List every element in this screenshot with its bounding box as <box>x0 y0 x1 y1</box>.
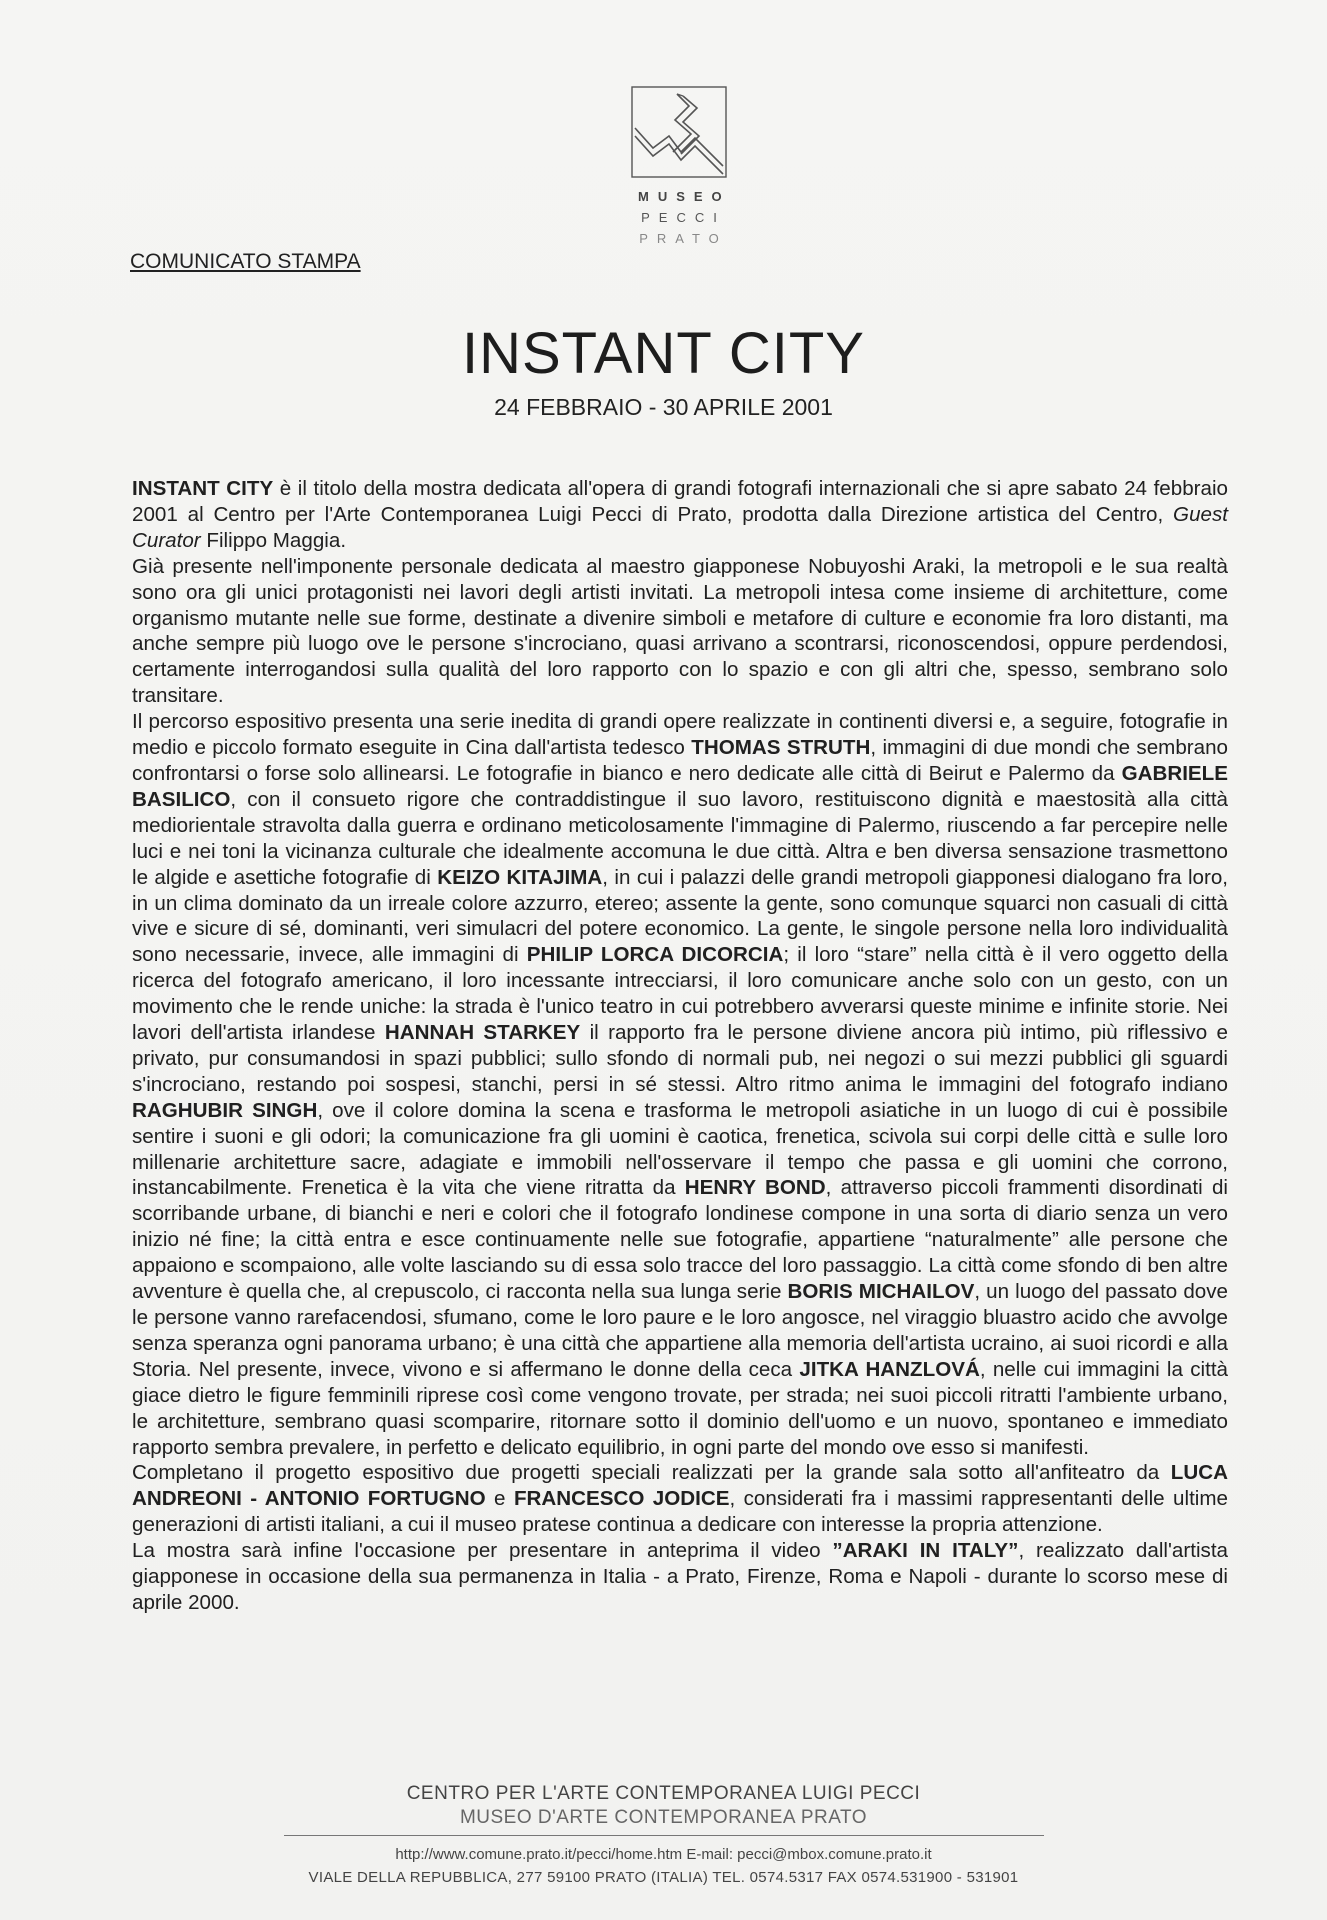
museum-logo <box>629 86 729 249</box>
exhibition-dates: 24 FEBBRAIO - 30 APRILE 2001 <box>494 394 833 420</box>
text-run: e <box>485 1487 514 1511</box>
text-run: , in cui i palazzi delle grandi metropoli giapponesi dialogano fra loro, in un clima dominato da un irreale colore azzurro, etereo; assente la gente, sono comunque squarci non casuali di città vive e sicure di sé, dominanti, veri simulacri del potere economico. La gente, le singole persone nella loro individualità sono necessarie, invece, alle immagini di <box>132 865 1229 967</box>
text-run: ; il loro “stare” nella città è il vero oggetto della ricerca del fotografo americano, il loro incessante intrecciarsi, il loro comunicare anche solo con un gesto, con un movimento che le rende uniche: la strada è l'unico teatro in cui potrebbero avverarsi queste minime e infinite storie. Nei lavori dell'artista irlandese <box>132 943 1228 1045</box>
footer-email: E-mail: pecci@mbox.comune.prato.it <box>686 1846 932 1863</box>
italic-text: Guest Curator <box>132 502 1228 552</box>
footer-address: VIALE DELLA REPUBBLICA, 277 59100 PRATO (ITALIA) TEL. 0574.5317 FAX 0574.531900 - 531901 <box>308 1869 1019 1886</box>
footer-museum: MUSEO D'ARTE CONTEMPORANEA PRATO <box>459 1807 868 1828</box>
artist-name: JITKA HANZLOVÁ <box>799 1357 980 1381</box>
text-run: Già presente nell'imponente personale dedicata al maestro giapponese Nobuyoshi Araki, la metropoli e le sua realtà sono ora gli unici protagonisti nei lavori degli artisti invitati. La metropoli intesa come insieme di architetture, come organismo mutante nelle sue forme, destinate a divenire simboli e metafore di culture e economie fra loro distanti, ma anche sempre più luogo ove le persone s'incrociano, quasi arrivano a scontrarsi, riconoscendosi, oppure perdendosi, certamente interrogandosi sulla qualità del loro rapporto con lo spazio e con gli altri che, spesso, sembrano solo transitare. <box>132 554 1228 708</box>
press-release-label: COMUNICATO STAMPA <box>130 250 361 273</box>
museo-pecci-logo-icon <box>631 86 727 178</box>
paragraph-video <box>132 1538 1228 1616</box>
text-run: , nelle cui immagini la città giace dietro le figure femminili riprese così come vengono trovate, per strada; nei suoi piccoli ritratti l'ambiente urbano, le architetture, sembrano quasi scomparire, ritornare sotto il dominio dell'uomo e un nuovo, spontaneo e immediato rapporto sembra prevalere, in perfetto e delicato equilibrio, in ogni parte del mondo ove esso si manifesti. <box>132 1357 1229 1459</box>
text-run: Il percorso espositivo presenta una serie inedita di grandi opere realizzate in continenti diversi e, a seguire, fotografie in medio e piccolo formato eseguite in Cina dall'artista tedesco <box>132 710 1228 760</box>
artist-name: ”ARAKI IN ITALY” <box>832 1539 1019 1563</box>
text-run: , ove il colore domina la scena e trasforma le metropoli asiatiche in un luogo di cui è possibile sentire i suoni e gli odori; la comunicazione fra gli uomini è caotica, frenetica, scivola sui corpi delle città e sulle loro millenarie architetture sacre, adagiate e immobili nell'osservare il tempo che passa e gli uomini che corrono, instancabilmente. Frenetica è la vita che viene ritratta da <box>132 1098 1228 1200</box>
text-run: Filippo Maggia. <box>200 528 347 552</box>
text-run: La mostra sarà infine l'occasione per presentare in anteprima il video <box>132 1539 833 1563</box>
artist-name: THOMAS STRUTH <box>691 736 871 760</box>
footer-website: http://www.comune.prato.it/pecci/home.htm <box>395 1846 683 1863</box>
text-run: , immagini di due mondi che sembrano confrontarsi o forse solo allinearsi. Le fotografie in bianco e nero dedicate alle città di Beirut e Palermo da <box>132 736 1228 785</box>
artist-name: BORIS MICHAILOV <box>787 1280 975 1304</box>
footer-institution: CENTRO PER L'ARTE CONTEMPORANEA LUIGI PECCI <box>406 1783 921 1804</box>
artist-name: LUCA ANDREONI - ANTONIO FORTUGNO <box>132 1461 1228 1511</box>
artist-name: HANNAH STARKEY <box>384 1021 581 1045</box>
logo-line-museo: MUSEO <box>638 189 731 204</box>
artist-name: FRANCESCO JODICE <box>513 1487 730 1511</box>
text-run: il rapporto fra le persone diviene ancora più intimo, più riflessivo e privato, pur consumandosi in spazi pubblici; sullo sfondo di normali pub, nei negozi o sui mezzi pubblici gli sguardi s'incrociano, restando poi sospesi, stanchi, persi in sé stessi. Altro ritmo anima le immagini del fotografo indiano <box>132 1021 1228 1096</box>
paragraph-metropolis <box>132 554 1228 709</box>
logo-line-prato: PRATO <box>639 231 728 246</box>
artist-name: GABRIELE BASILICO <box>132 761 1228 811</box>
exhibition-title: INSTANT CITY <box>462 321 865 386</box>
text-run: , attraverso piccoli frammenti disordinati di scorribande urbane, di bianchi e neri e colori che il fotografo londinese compone in una sorta di diario senza un vero inizio né fine; la città entra e esce continuamente nelle sue fotografie, appartiene “naturalmente” alle persone che appaiono e scompaiono, alle volte lasciando su di essa solo tracce del loro passaggio. La città come sfondo di ben altre avventure è quella che, al crepuscolo, ci racconta nella sua lunga serie <box>132 1176 1228 1304</box>
text-run: , un luogo del passato dove le persone vanno rarefacendosi, sfumano, come le loro paure e le loro angosce, nel viraggio bluastro acido che avvolge senza speranza ogni panorama urbano; è una città che appartiene alla memoria dell'artista ucraino, ai suoi ricordi e alla Storia. Nel presente, invece, vivono e si affermano le donne della ceca <box>132 1280 1228 1381</box>
artist-name: RAGHUBIR SINGH <box>132 1098 318 1122</box>
paragraph-intro <box>132 476 1228 554</box>
artist-name: HENRY BOND <box>684 1176 826 1200</box>
logo-line-pecci: PECCI <box>641 210 726 225</box>
letterhead-footer <box>0 1783 1327 1886</box>
artist-name: PHILIP LORCA DICORCIA <box>526 943 784 967</box>
footer-contacts <box>0 1846 1327 1863</box>
artist-name: INSTANT CITY <box>132 477 274 500</box>
text-run: è il titolo della mostra dedicata all'opera di grandi fotografi internazionali che si apre sabato 24 febbraio 2001 al Centro per l'Arte Contemporanea Luigi Pecci di Prato, prodotta dalla Direzione artistica del Centro, <box>132 477 1228 526</box>
paragraph-special-projects <box>132 1460 1228 1538</box>
text-run: , realizzato dall'artista giapponese in occasione della sua permanenza in Italia - a Prato, Firenze, Roma e Napoli - durante lo scorso mese di aprile 2000. <box>132 1539 1228 1614</box>
paragraph-artists <box>132 709 1228 1460</box>
text-run: Completano il progetto espositivo due progetti speciali realizzati per la grande sala sotto all'anfiteatro da <box>132 1461 1171 1485</box>
footer-divider <box>284 1835 1044 1836</box>
text-run: , con il consueto rigore che contraddistingue il suo lavoro, restituiscono dignità e maestosità alla città mediorientale stravolta dalla guerra e ordinano meticolosamente l'immagine di Palermo, riuscendo a far percepire nelle luci e nei toni la vicinanza culturale che idealmente accomuna le due città. Altra e ben diversa sensazione trasmettono le algide e asettiche fotografie di <box>132 787 1228 889</box>
artist-name: KEIZO KITAJIMA <box>437 865 603 889</box>
press-release-body <box>132 476 1228 1616</box>
text-run: , considerati fra i massimi rappresentanti delle ultime generazioni di artisti italiani, a cui il museo pratese continua a dedicare con interesse la propria attenzione. <box>132 1487 1228 1537</box>
